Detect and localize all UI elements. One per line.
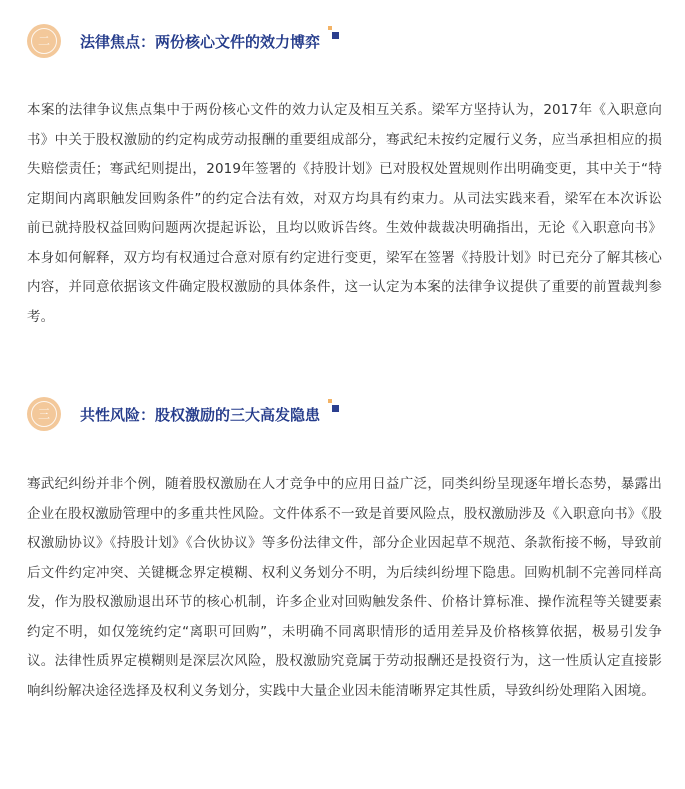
- section-number-badge: [27, 397, 61, 431]
- section-header-3: [0, 397, 685, 437]
- section-paragraph-2: 本案的法律争议焦点集中于两份核心文件的效力认定及相互关系。梁军方坚持认为，2017年《入职意向书》中关于股权激励的约定构成劳动报酬的重要组成部分，骞武纪未按约定履行义务，应当承担相应的损失赔偿责任；骞武纪则提出，2019年签署的《持股计划》已对股权处置规则作出明确变更，其中关于“特定期间内离职触发回购条件”的约定合法有效，对双方均具有约束力。从司法实践来看，梁军在本次诉讼前已就持股权益回购问题两次提起诉讼，且均以败诉告终。生效仲裁裁决明确指出，无论《入职意向书》本身如何解释，双方均有权通过合意对原有约定进行变更，梁军在签署《持股计划》时已充分了解其核心内容，并同意依据该文件确定股权激励的具体条件，这一认定为本案的法律争议提供了重要的前置裁判参考。: [27, 102, 662, 325]
- section-header-2: [0, 24, 685, 64]
- title-decoration-icon: [328, 26, 340, 40]
- section-number: 三: [31, 401, 57, 427]
- section-number-badge: [27, 24, 61, 58]
- section-title: 共性风险：股权激励的三大高发隐患: [80, 406, 321, 424]
- title-decoration-icon: [328, 399, 340, 413]
- section-title: 法律焦点：两份核心文件的效力博弈: [80, 33, 321, 51]
- section-paragraph-3: 骞武纪纠纷并非个例，随着股权激励在人才竞争中的应用日益广泛，同类纠纷呈现逐年增长态势，暴露出企业在股权激励管理中的多重共性风险。文件体系不一致是首要风险点，股权激励涉及《入职意向书》《股权激励协议》《持股计划》《合伙协议》等多份法律文件，部分企业因起草不规范、条款衔接不畅，导致前后文件约定冲突、关键概念界定模糊、权利义务划分不明，为后续纠纷埋下隐患。回购机制不完善同样高发，作为股权激励退出环节的核心机制，许多企业对回购触发条件、价格计算标准、操作流程等关键要素约定不明，如仅笼统约定“离职可回购”，未明确不同离职情形的适用差异及价格核算依据，极易引发争议。法律性质界定模糊则是深层次风险，股权激励究竟属于劳动报酬还是投资行为，这一性质认定直接影响纠纷解决途径选择及权利义务划分，实践中大量企业因未能清晰界定其性质，导致纠纷处理陷入困境。: [27, 476, 662, 699]
- section-number: 二: [31, 28, 57, 54]
